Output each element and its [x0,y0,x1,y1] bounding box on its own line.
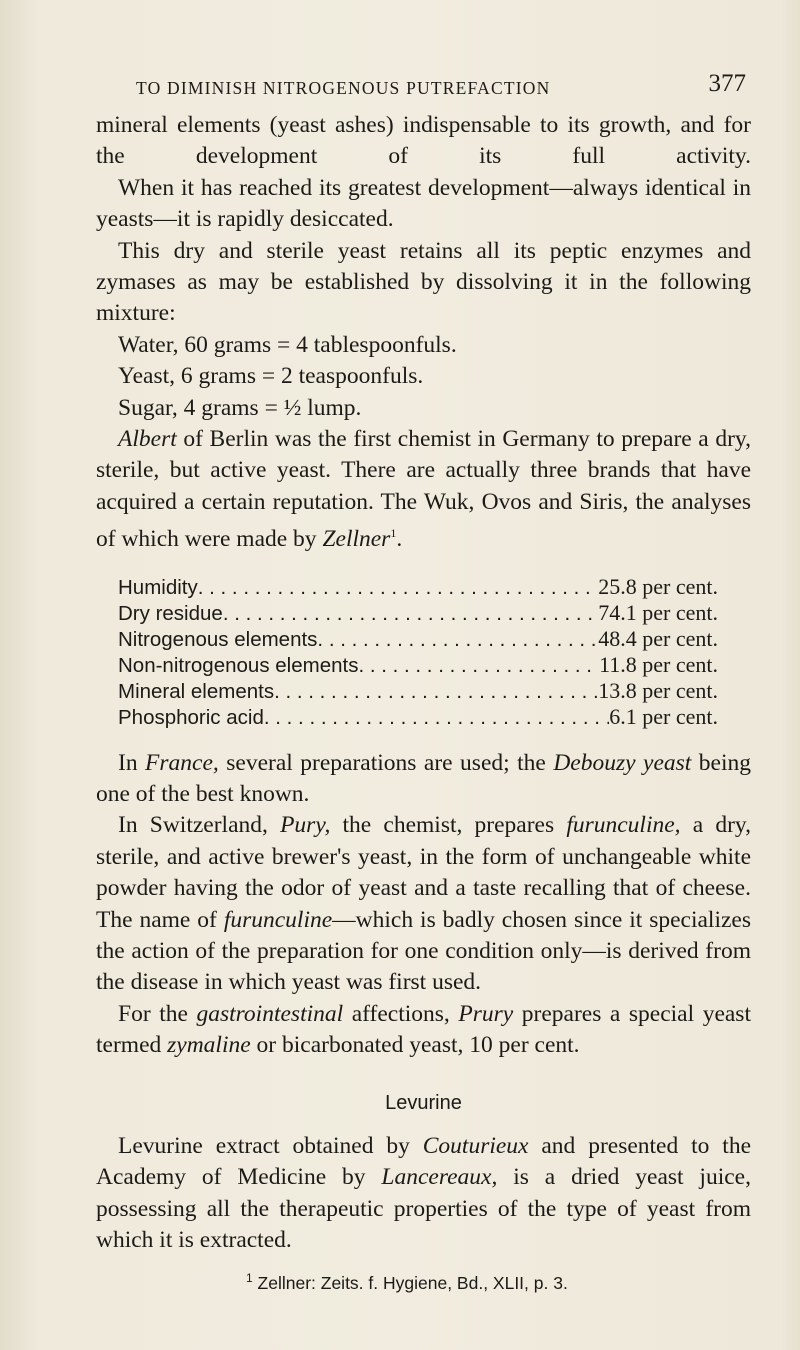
body-text [96,110,751,1299]
paragraph-2: When it has reached its greatest development—always identical in yeasts—it is rapidly desiccated. [96,174,751,233]
name-prury: Prury [458,1000,514,1027]
name-debouzy-yeast: Debouzy yeast [553,749,692,776]
analysis-value: 74.1 per cent. [598,599,718,625]
running-title: TO DIMINISH NITROGENOUS PUTREFACTION [136,78,551,98]
name-zellner: Zellner [322,526,391,553]
paragraph-1: mineral elements (yeast ashes) indispensable to its growth, and for the development of its full activity. [96,112,751,170]
word-zymaline: zymaline [167,1032,251,1059]
paragraph-6-text: the chemist, prepares [330,812,567,839]
word-gastrointestinal: gastrointestinal [196,1000,344,1027]
paragraph-6-text: a dry, sterile, and active brewer's yeast, in the form of unchangeable white powder having the odor of yeast and a taste recalling that of cheese. The name of [96,812,751,933]
paragraph-5-text: several preparations are used; the [218,749,554,776]
name-couturieux: Couturieux [422,1132,529,1159]
section-heading: Levurine [385,1091,462,1114]
paragraph-4-text: of Berlin was the first chemist in Germany to prepare a dry, sterile, but active yeast. There are actually three brands that have acquired a certain reputation. The Wuk, Ovos and Siris, the analyses of which were made by [96,426,751,553]
paragraph-3: This dry and sterile yeast retains all its peptic enzymes and zymases as may be established by dissolving it in the following mixture: [96,237,751,327]
footnote-mark: 1 [246,1270,253,1285]
paragraph-6 [96,810,751,998]
leader-dots [358,653,599,678]
mixture-water: Water, 60 grams = 4 tablespoonfuls. [118,331,457,358]
paragraph-8-text: and presented to the Academy of Medicine by [96,1132,751,1191]
paragraph-6-text: —which is badly chosen since it specializes the action of the preparation for one condition only—is derived from the disease in which yeast was first used. [96,906,751,996]
name-pury: Pury, [280,812,331,839]
footnote-text: Zellner: Zeits. f. Hygiene, Bd., XLII, p. 3. [252,1272,568,1293]
paragraph-6-text: In Switzerland, [118,812,281,839]
paragraph-7-text: affections, [343,1000,459,1027]
paragraph-8 [96,1131,751,1257]
analysis-table [118,574,718,730]
paragraph-4 [96,424,751,555]
analysis-label: Dry residue [118,601,223,625]
paragraph-8-text: Levurine extract obtained by [118,1132,423,1159]
footnote [96,1263,751,1299]
paragraph-5 [96,748,751,811]
analysis-value: 11.8 per cent. [599,651,718,677]
spacer [96,556,751,574]
leader-dots [264,705,609,730]
leader-dots [198,575,599,600]
mixture-yeast: Yeast, 6 grams = 2 teaspoonfuls. [118,363,424,390]
word-furunculine: furunculine [223,906,333,933]
paragraph-7 [96,999,751,1062]
analysis-label: Humidity [118,575,198,599]
leader-dots [274,679,598,704]
paragraph-7-text: prepares a special yeast termed [96,1000,751,1059]
page-number: 377 [708,70,746,97]
leader-dots [317,627,598,652]
paragraph-8-text: is a dried yeast juice, possessing all the therapeutic properties of the type of yeast from which it is extracted. [96,1164,751,1254]
paragraph-4-end: . [396,526,403,553]
paragraph-5-text: In [118,749,146,776]
analysis-value: 48.4 per cent. [598,625,718,651]
spacer [96,730,751,748]
leader-dots [223,601,598,626]
analysis-row [118,678,718,704]
footnote-ref: 1 [390,526,397,541]
paragraph-7-text: or bicarbonated yeast, 10 per cent. [250,1032,580,1059]
mixture-sugar: Sugar, 4 grams = ½ lump. [118,394,362,421]
analysis-row [118,704,718,730]
analysis-label: Phosphoric acid [118,705,264,729]
analysis-label: Mineral elements [118,679,275,703]
name-lancereaux: Lancereaux, [381,1164,498,1191]
paragraph-5-text: being one of the best known. [96,749,751,807]
analysis-value: 25.8 per cent. [598,573,718,599]
analysis-row [118,574,718,600]
analysis-row [118,626,718,652]
analysis-value: 6.1 per cent. [609,703,718,729]
paragraph-7-text: For the [118,1000,197,1027]
name-albert: Albert [118,426,177,453]
analysis-row [118,600,718,626]
analysis-label: Nitrogenous elements [118,627,318,651]
analysis-row [118,652,718,678]
word-france: France, [145,749,219,776]
word-furunculine: furunculine, [566,812,681,839]
analysis-value: 13.8 per cent. [598,677,718,703]
analysis-label: Non-nitrogenous elements [118,653,359,677]
